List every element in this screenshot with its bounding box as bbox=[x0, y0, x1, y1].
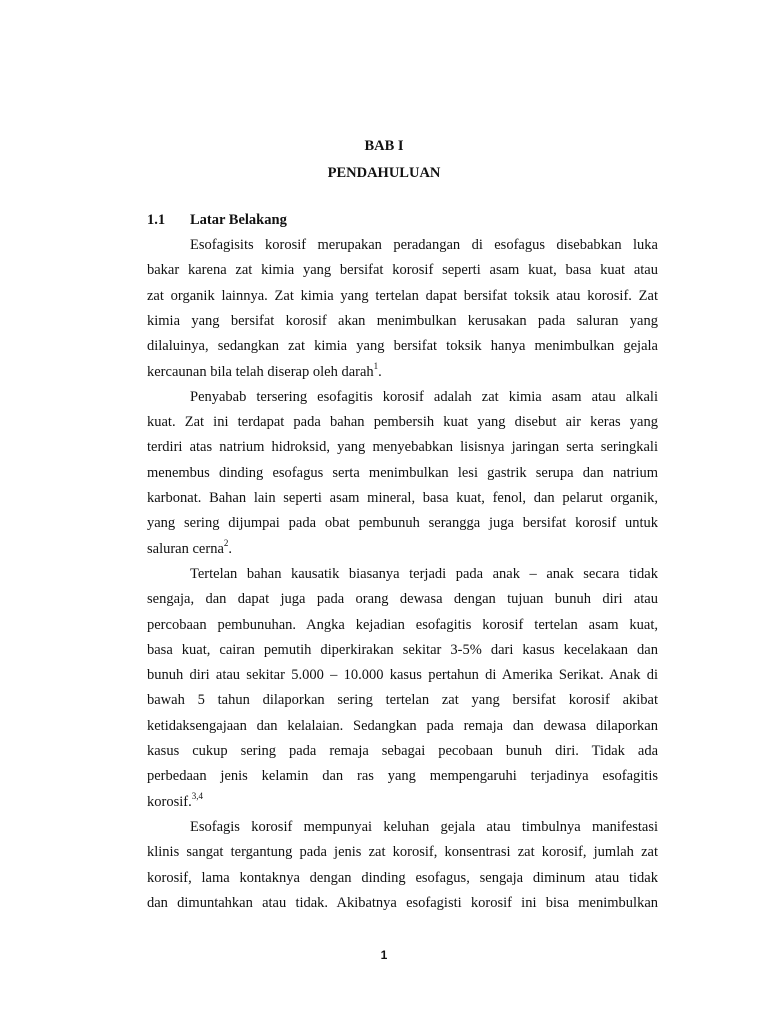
paragraph-line bbox=[147, 894, 658, 912]
paragraph-line bbox=[147, 767, 658, 785]
line-text: perbedaan jenis kelamin dan ras yang mempengaruhi terjadinya esofagitis bbox=[147, 768, 658, 785]
line-text: kasus cukup sering pada remaja sebagai pecobaan bunuh diri. Tidak ada bbox=[147, 743, 658, 759]
line-text: ketidaksengajaan dan kelalaian. Sedangkan pada remaja dan dewasa dilaporkan bbox=[147, 717, 658, 734]
page-number: 1 bbox=[380, 948, 388, 962]
line-text: dan dimuntahkan atau tidak. Akibatnya esofagisti korosif ini bisa menimbulkan bbox=[147, 894, 658, 911]
paragraph-line bbox=[147, 261, 658, 279]
paragraph-line bbox=[147, 337, 658, 355]
paragraph-line bbox=[147, 590, 658, 608]
chapter-title: PENDAHULUAN bbox=[327, 165, 441, 181]
paragraph-line bbox=[147, 742, 658, 760]
sentence-end: . bbox=[378, 363, 382, 380]
paragraph-line bbox=[190, 565, 658, 583]
citation-superscript: 2 bbox=[223, 537, 229, 548]
line-text: terdiri atas natrium hidroksid, yang menyebabkan lisisnya jaringan serta seringkali bbox=[147, 439, 658, 456]
line-text: bunuh diri atau sekitar 5.000 – 10.000 kasus pertahun di Amerika Serikat. Anak di bbox=[147, 667, 658, 684]
line-text: Tertelan bahan kausatik biasanya terjadi pada anak – anak secara tidak bbox=[190, 565, 658, 582]
line-text: percobaan pembunuhan. Angka kejadian esofagitis korosif tertelan asam kuat, bbox=[147, 616, 658, 633]
paragraph-line bbox=[147, 641, 658, 659]
line-text: kercaunan bila telah diserap oleh darah bbox=[147, 363, 374, 380]
paragraph-line bbox=[147, 717, 658, 735]
paragraph-line bbox=[147, 438, 658, 456]
line-text: sengaja, dan dapat juga pada orang dewasa dengan tujuan bunuh diri atau bbox=[147, 591, 658, 608]
line-text: kimia yang bersifat korosif akan menimbulkan kerusakan pada saluran yang bbox=[147, 312, 658, 329]
line-text: Esofagisits korosif merupakan peradangan di esofagus disebabkan luka bbox=[190, 237, 658, 253]
paragraph-line bbox=[147, 537, 658, 558]
paragraph-line bbox=[147, 869, 658, 887]
line-text: korosif, lama kontaknya dengan dinding esofagus, sengaja diminum atau tidak bbox=[147, 869, 658, 886]
line-text: korosif. bbox=[147, 793, 192, 810]
line-text: Esofagis korosif mempunyai keluhan gejala atau timbulnya manifestasi bbox=[190, 818, 658, 835]
paragraph-line bbox=[190, 388, 658, 406]
paragraph-line bbox=[147, 413, 658, 431]
citation-superscript: 1 bbox=[373, 360, 379, 371]
citation-superscript: 3,4 bbox=[191, 790, 203, 801]
paragraph-line bbox=[147, 514, 658, 532]
paragraph-line bbox=[147, 360, 658, 381]
line-text: klinis sangat tergantung pada jenis zat korosif, konsentrasi zat korosif, jumlah zat bbox=[147, 844, 658, 861]
line-text: karbonat. Bahan lain seperti asam mineral, basa kuat, fenol, dan pelarut organik, bbox=[147, 490, 658, 506]
paragraph-line bbox=[147, 312, 658, 330]
line-text: basa kuat, cairan pemutih diperkirakan sekitar 3-5% dari kasus kecelakaan dan bbox=[147, 641, 658, 658]
line-text: yang sering dijumpai pada obat pembunuh serangga juga bersifat korosif untuk bbox=[147, 515, 658, 532]
sentence-end: . bbox=[228, 540, 233, 557]
line-text: menembus dinding esofagus serta menimbulkan lesi gastrik serupa dan natrium bbox=[147, 464, 658, 481]
paragraph-line bbox=[147, 464, 658, 482]
paragraph-line bbox=[190, 818, 658, 836]
line-text: kuat. Zat ini terdapat pada bahan pembersih kuat yang disebut air keras yang bbox=[147, 414, 658, 431]
paragraph-line bbox=[190, 236, 658, 254]
line-text: bakar karena zat kimia yang bersifat korosif seperti asam kuat, basa kuat atau bbox=[147, 262, 658, 279]
paragraph-line bbox=[147, 489, 658, 507]
paragraph-line bbox=[147, 790, 658, 811]
paragraph-line bbox=[147, 666, 658, 684]
line-text: dilaluinya, sedangkan zat kimia yang bersifat toksik hanya menimbulkan gejala bbox=[147, 338, 658, 355]
section-heading bbox=[147, 211, 287, 229]
chapter-label: BAB I bbox=[364, 138, 404, 154]
line-text: Penyabab tersering esofagitis korosif adalah zat kimia asam atau alkali bbox=[190, 388, 658, 405]
paragraph-line bbox=[147, 287, 658, 305]
line-text: zat organik lainnya. Zat kimia yang tertelan dapat bersifat toksik atau korosif. Zat bbox=[147, 287, 658, 304]
section-number: 1.1 bbox=[147, 212, 166, 228]
paragraph-line bbox=[147, 843, 658, 861]
section-title: Latar Belakang bbox=[190, 212, 287, 228]
paragraph-line bbox=[147, 691, 658, 709]
line-text: saluran cerna bbox=[147, 540, 224, 557]
line-text: bawah 5 tahun dilaporkan sering tertelan zat yang bersifat korosif akibat bbox=[147, 692, 658, 709]
paragraph-line bbox=[147, 616, 658, 634]
